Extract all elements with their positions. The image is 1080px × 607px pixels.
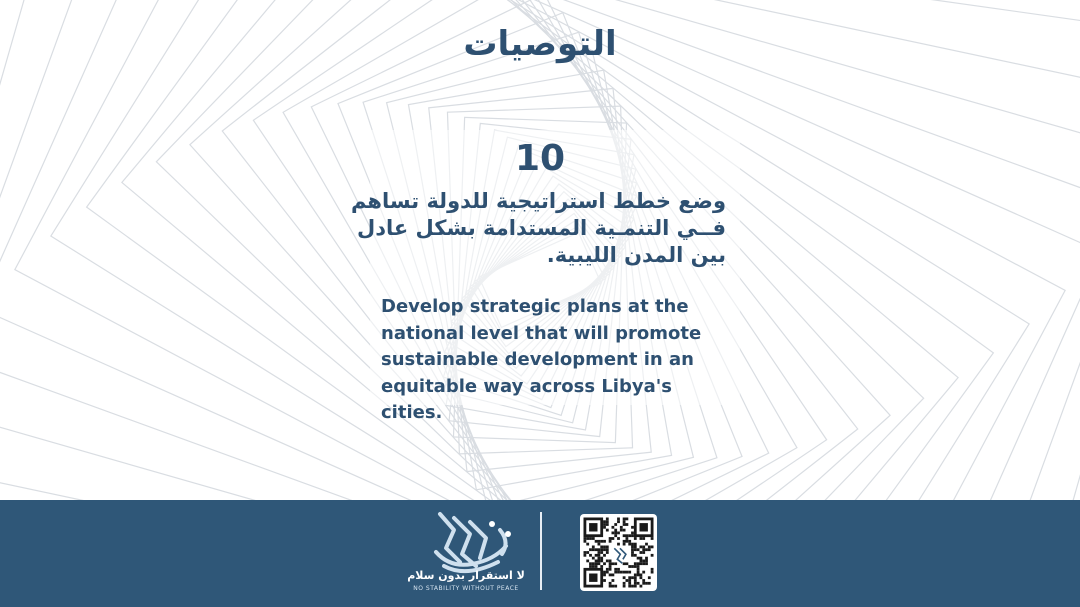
qr-code-icon[interactable]	[580, 514, 657, 591]
english-line: equitable way across Libya's cities.	[381, 375, 672, 423]
recommendation-english-text	[381, 294, 726, 427]
brand-logo-icon	[410, 508, 522, 596]
page-title: التوصيات	[463, 24, 617, 64]
arabic-line: بين المدن الليبية.	[546, 243, 726, 267]
logo-tagline-english: NO STABILITY WITHOUT PEACE	[413, 585, 519, 592]
english-line: sustainable development in an	[381, 349, 694, 370]
logo-tagline-arabic: لا استقرار بدون سلام	[407, 569, 525, 582]
arabic-line: فــي التنمـية المستدامة بشكل عادل	[357, 216, 726, 240]
recommendation-number: 10	[514, 138, 566, 179]
english-line: national level that will promote	[381, 322, 702, 344]
arabic-line: وضع خطط استراتيجية للدولة تساهم	[350, 189, 726, 213]
recommendation-arabic-text	[340, 188, 726, 269]
english-line: Develop strategic plans at the	[381, 296, 689, 317]
footer-divider	[540, 512, 542, 590]
